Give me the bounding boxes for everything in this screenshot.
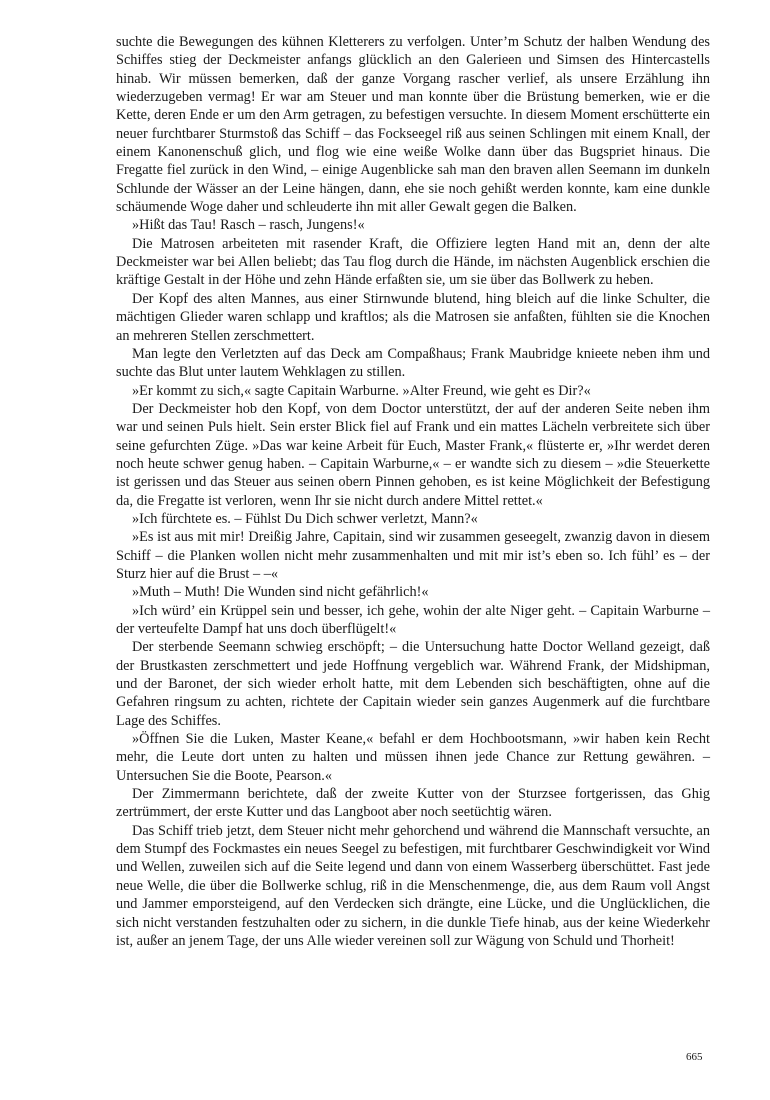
paragraph: Der sterbende Seemann schwieg erschöpft; – die Untersuchung hatte Doctor Welland gezeigt, daß der Brustkasten zerschmettert und jede Hoffnung vergeblich war. Während Frank, der Midshipman, und der Baronet, der sich wieder erholt hatte, mit dem Lebenden sich beschäftigten, ohne auf die Gefahren ringsum zu achten, richtete der Capitain wieder sein ganzes Augenmerk auf die furchtbare Lage des Schiffes. (116, 639, 710, 729)
paragraph: Das Schiff trieb jetzt, dem Steuer nicht mehr gehorchend und während die Mannschaft versuchte, an dem Stumpf des Fockmastes ein neues Seegel zu befestigen, mit furchtbarer Geschwindigkeit vor Wind und Wellen, zuweilen sich auf die Seite legend und dann von einem Wasserberg überschüttet. Fast jede neue Welle, die über die Bollwerke schlug, riß in die Menschenmenge, die, aus dem Raum voll Angst und Jammer emporsteigend, auf den Verdecken sich drängte, eine Lücke, und die Unglücklichen, die sich nicht verstanden festzuhalten oder zu sichern, in die dunkle Tiefe hinab, aus der keine Wiederkehr ist, außer an jenem Tage, der uns Alle wieder vereinen soll zur Wägung von Schuld und Thorheit! (116, 822, 710, 949)
page-number: 665 (686, 1051, 703, 1063)
paragraph: Der Zimmermann berichtete, daß der zweite Kutter von der Sturzsee fortgerissen, das Ghig zertrümmert, der erste Kutter und das Langboot aber noch seetüchtig wären. (116, 786, 710, 821)
paragraph: Die Matrosen arbeiteten mit rasender Kraft, die Offiziere legten Hand mit an, denn der alte Deckmeister war bei Allen beliebt; das Tau flog durch die Hände, im nächsten Augenblick erschien die kräftige Gestalt in der Höhe und zehn Hände erfaßten sie, um sie über das Bollwerk zu heben. (116, 235, 710, 289)
paragraph: suchte die Bewegungen des kühnen Kletterers zu verfolgen. Unter’m Schutz der halben Wendung des Schiffes stieg der Deckmeister anfangs glücklich an den Galerieen und Simsen des Hintercastells hinab. Wir müssen bemerken, daß der ganze Vorgang rascher verlief, als unsere Erzählung ihn wiederzugeben vermag! Er war am Steuer und man konnte über die Brüstung bemerken, wie er die Kette, deren Ende er um den Arm getragen, zu befestigen versuchte. In diesem Moment erschütterte ein neuer furchtbarer Sturmstoß das Schiff – das Fockseegel riß aus seinen Schlingen mit einem Knall, der einem Kanonenschuß glich, und flog wie eine weiße Wolke dann über das Bugspriet hinaus. Die Fregatte fiel zurück in den Wind, – einige Augenblicke sah man den braven allen Seemann im dunkeln Schlunde der Wässer an der Leine hängen, dann, ehe sie noch gehißt werden konnte, kam eine dunkle schäumende Woge daher und schleuderte ihn mit aller Gewalt gegen die Balken. (116, 34, 710, 216)
paragraph: Der Kopf des alten Mannes, aus einer Stirnwunde blutend, hing bleich auf die linke Schulter, die mächtigen Glieder waren schlapp und kraftlos; als die Matrosen sie anfaßten, fühlten sie die Knochen an mehreren Stellen zerschmettert. (116, 290, 710, 344)
paragraph: Der Deckmeister hob den Kopf, von dem Doctor unterstützt, der auf der anderen Seite neben ihm war und seinen Puls hielt. Sein erster Blick fiel auf Frank und ein mattes Lächeln verbreitete sich über seine gefurchten Züge. »Das war keine Arbeit für Euch, Master Frank,« flüsterte er, »Ihr werdet deren noch heute schwer genug haben. – Capitain Warburne,« – er wandte sich zu diesem – »die Steuerkette ist gerissen und das Steuer aus seinen obern Pinnen gehoben, es ist keine Möglichkeit der Befestigung da, die Fregatte ist verloren, wenn Ihr sie nicht durch andere Mittel rettet.« (116, 400, 710, 509)
page-body (116, 33, 710, 950)
paragraph: »Öffnen Sie die Luken, Master Keane,« befahl er dem Hochbootsmann, »wir haben kein Recht mehr, die Leute dort unten zu halten und müssen ihnen jede Chance zur Rettung gewähren. – Untersuchen Sie die Boote, Pearson.« (116, 731, 710, 784)
paragraph: »Hißt das Tau! Rasch – rasch, Jungens!« (132, 217, 365, 234)
paragraph: »Ich fürchtete es. – Fühlst Du Dich schwer verletzt, Mann?« (132, 510, 478, 527)
paragraph: Man legte den Verletzten auf das Deck am Compaßhaus; Frank Maubridge knieete neben ihm und suchte das Blut unter lautem Wehklagen zu stillen. (116, 345, 710, 381)
paragraph: »Ich würd’ ein Krüppel sein und besser, ich gehe, wohin der alte Niger geht. – Capitain Warburne – der verteufelte Dampf hat uns doch überflügelt!« (116, 602, 710, 637)
paragraph: »Er kommt zu sich,« sagte Capitain Warburne. »Alter Freund, wie geht es Dir?« (132, 382, 591, 399)
paragraph: »Es ist aus mit mir! Dreißig Jahre, Capitain, sind wir zusammen geseegelt, zwanzig davon in diesem Schiff – die Planken wollen nicht mehr zusammenhalten und mit mir ist’s eben so. Ich fühl’ es – der Sturz hier auf die Brust – –« (116, 529, 710, 582)
paragraph: »Muth – Muth! Die Wunden sind nicht gefährlich!« (132, 584, 429, 601)
